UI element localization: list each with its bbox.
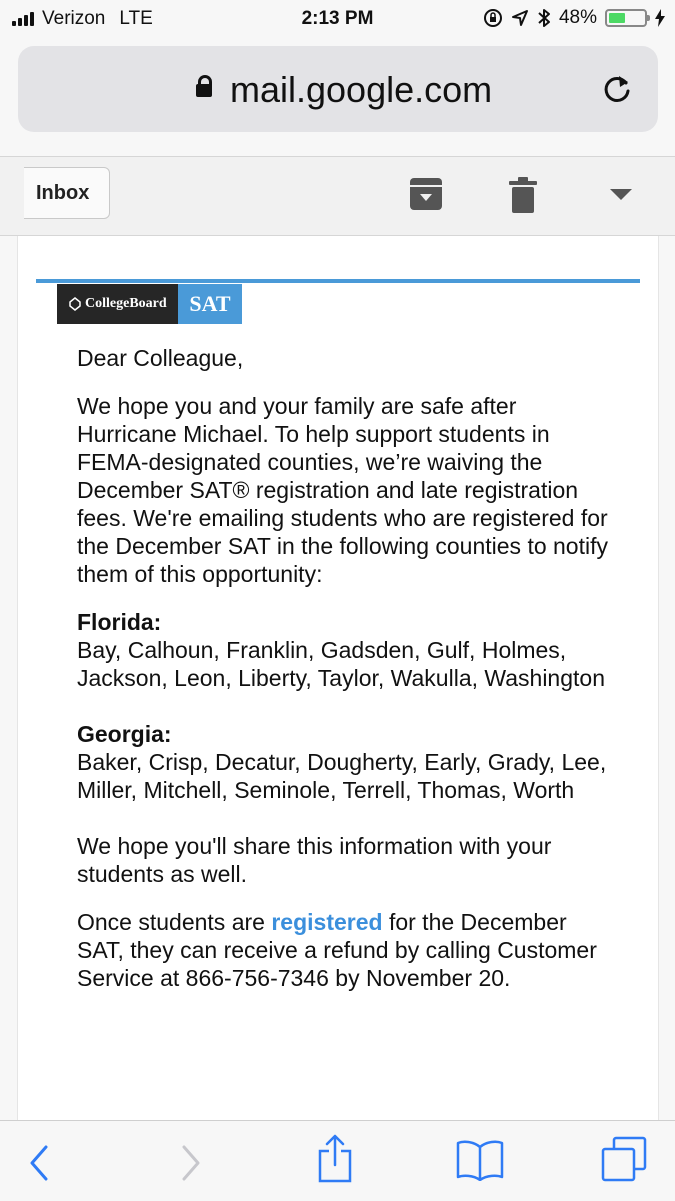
logo-sat-text: SAT	[178, 284, 242, 324]
collegeboard-sat-logo	[57, 284, 242, 324]
refund-text-start: Once students are	[77, 909, 272, 935]
share-icon[interactable]	[316, 1133, 354, 1183]
bookmarks-icon[interactable]	[455, 1139, 505, 1181]
archive-icon[interactable]	[409, 177, 443, 211]
charging-bolt-icon	[655, 9, 665, 27]
state-heading-georgia: Georgia:	[77, 721, 172, 747]
browser-bottom-toolbar	[0, 1120, 675, 1201]
county-list-georgia: Baker, Crisp, Decatur, Dougherty, Early, Grady, Lee, Miller, Mitchell, Seminole, Terrell, Thomas, Worth	[77, 749, 607, 803]
status-bar	[0, 0, 675, 38]
network-type: LTE	[119, 8, 153, 29]
battery-icon	[605, 9, 647, 27]
bluetooth-icon	[537, 8, 551, 28]
location-arrow-icon	[511, 9, 529, 27]
logo-collegeboard-text: CollegeBoard	[85, 296, 167, 311]
more-dropdown-icon[interactable]	[610, 189, 632, 201]
share-paragraph: We hope you'll share this information with your students as well.	[77, 833, 552, 887]
battery-percent: 48%	[558, 7, 597, 28]
email-body	[77, 344, 617, 992]
refund-paragraph	[77, 908, 617, 992]
inbox-back-label: Inbox	[36, 182, 90, 204]
registered-link[interactable]: registered	[271, 909, 383, 935]
orientation-lock-icon	[483, 8, 503, 28]
greeting: Dear Colleague,	[77, 345, 244, 371]
tabs-icon[interactable]	[600, 1135, 648, 1183]
email-message	[17, 236, 659, 1126]
county-list-florida: Bay, Calhoun, Franklin, Gadsden, Gulf, Holmes, Jackson, Leon, Liberty, Taylor, Wakulla, Washington	[77, 637, 605, 691]
reload-icon[interactable]	[600, 72, 634, 106]
refund-text-end: for the December SAT, they can receive a refund by calling Customer Service at 866-756-7346 by November 20.	[77, 909, 597, 991]
header-rule	[36, 279, 640, 283]
lock-icon	[196, 75, 212, 95]
address-bar[interactable]	[18, 46, 658, 132]
inbox-back-button[interactable]	[24, 167, 110, 219]
intro-paragraph: We hope you and your family are safe after Hurricane Michael. To help support students in FEMA-designated counties, we’re waiving the December SAT® registration and late registration fees. We're emailing students who are registered for the December SAT in the following counties to notify them of this opportunity:	[77, 393, 608, 587]
collegeboard-acorn-icon	[69, 297, 81, 311]
carrier-name: Verizon	[42, 8, 106, 29]
url-text: mail.google.com	[230, 69, 493, 110]
forward-arrow-icon[interactable]	[180, 1145, 202, 1181]
status-time: 2:13 PM	[301, 8, 374, 29]
back-arrow-icon[interactable]	[28, 1145, 50, 1181]
trash-icon[interactable]	[509, 177, 537, 213]
state-heading-florida: Florida:	[77, 609, 162, 635]
mail-toolbar	[0, 156, 675, 236]
